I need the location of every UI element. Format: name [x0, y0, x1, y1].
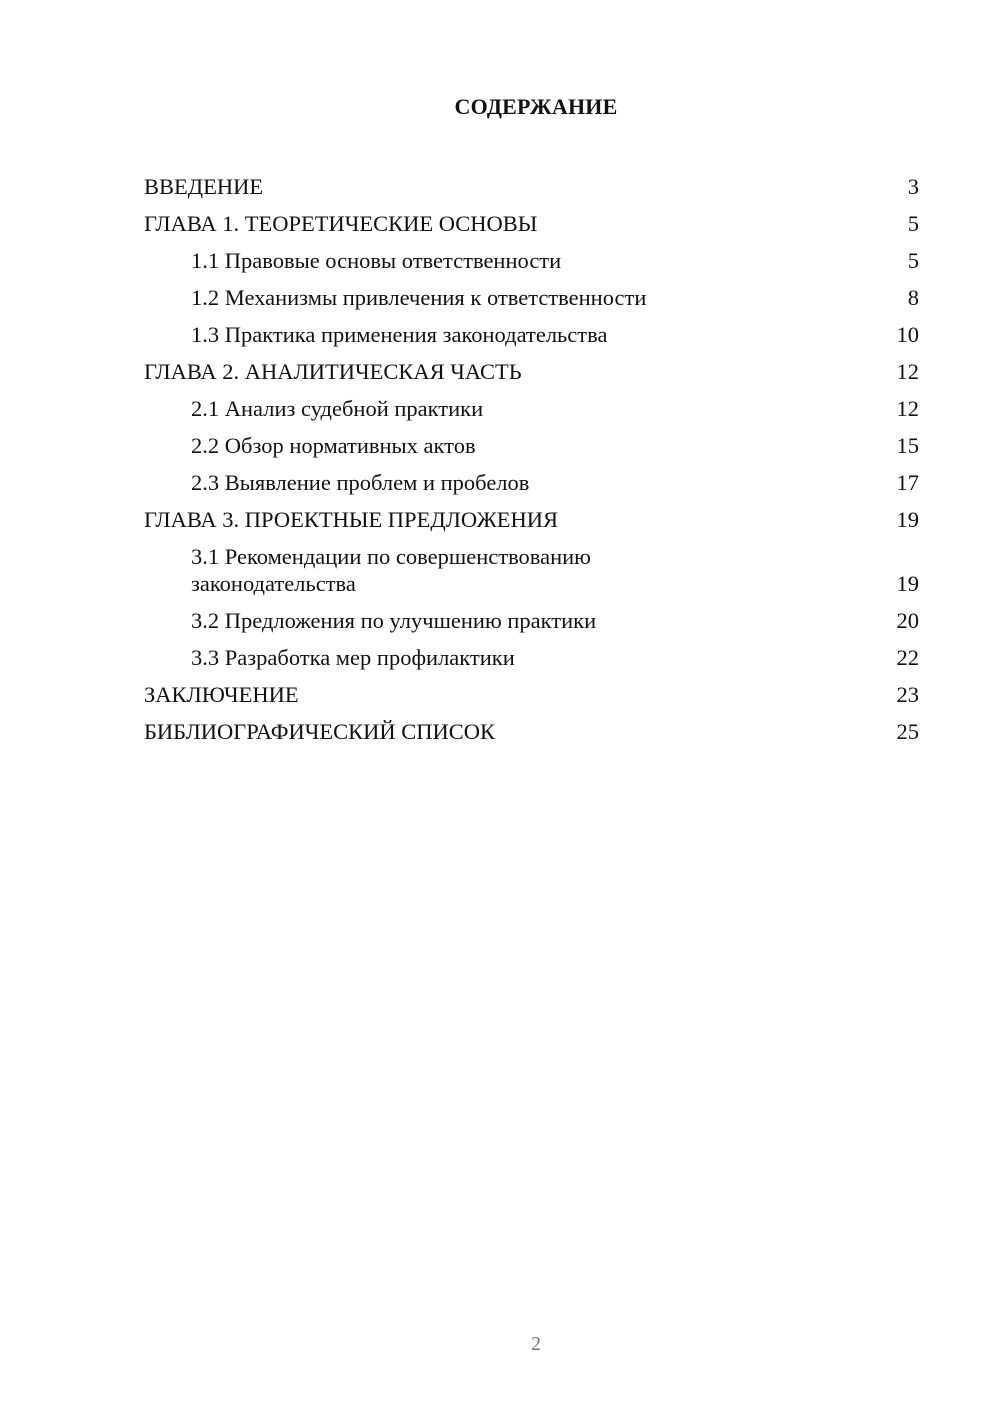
table-of-contents	[144, 168, 919, 750]
toc-entry-label: 1.3 Практика применения законодательства	[191, 322, 608, 347]
toc-entry-section-3-3[interactable]	[144, 639, 919, 676]
toc-entry-chapter-2[interactable]	[144, 353, 919, 390]
toc-entry-label: ГЛАВА 3. ПРОЕКТНЫЕ ПРЕДЛОЖЕНИЯ	[144, 507, 559, 532]
toc-entry-page: 5	[907, 248, 919, 273]
toc-entry-section-3-2[interactable]	[144, 602, 919, 639]
toc-entry-section-2-1[interactable]	[144, 390, 919, 427]
toc-entry-section-1-2[interactable]	[144, 279, 919, 316]
toc-entry-page: 17	[896, 470, 919, 495]
toc-entry-label: 3.3 Разработка мер профилактики	[191, 645, 515, 670]
toc-entry-label: 2.1 Анализ судебной практики	[191, 396, 484, 421]
toc-entry-label: ГЛАВА 1. ТЕОРЕТИЧЕСКИЕ ОСНОВЫ	[144, 211, 538, 236]
toc-entry-section-1-3[interactable]	[144, 316, 919, 353]
page-title: СОДЕРЖАНИЕ	[454, 94, 618, 119]
toc-entry-chapter-3[interactable]	[144, 501, 919, 538]
toc-entry-page: 15	[896, 433, 919, 458]
toc-entry-page: 3	[907, 174, 919, 199]
toc-entry-section-1-1[interactable]	[144, 242, 919, 279]
toc-entry-section-3-1[interactable]	[144, 538, 919, 602]
toc-entry-page: 5	[907, 211, 919, 236]
toc-entry-label: 3.2 Предложения по улучшению практики	[191, 608, 597, 633]
toc-entry-page: 22	[896, 645, 919, 670]
toc-entry-page: 19	[896, 507, 919, 532]
toc-entry-conclusion[interactable]	[144, 676, 919, 713]
toc-entry-bibliography[interactable]	[144, 713, 919, 750]
toc-entry-section-2-3[interactable]	[144, 464, 919, 501]
toc-entry-page: 19	[896, 571, 919, 596]
toc-entry-label: 1.1 Правовые основы ответственности	[191, 248, 562, 273]
toc-entry-page: 12	[896, 359, 919, 384]
toc-entry-page: 20	[896, 608, 919, 633]
toc-entry-page: 10	[896, 322, 919, 347]
toc-entry-label: 3.1 Рекомендации по совершенствованию законодательства	[191, 544, 591, 596]
toc-entry-page: 8	[907, 285, 919, 310]
toc-entry-section-2-2[interactable]	[144, 427, 919, 464]
toc-entry-page: 12	[896, 396, 919, 421]
toc-entry-page: 25	[896, 719, 919, 744]
toc-entry-label: ЗАКЛЮЧЕНИЕ	[144, 682, 299, 707]
toc-entry-introduction[interactable]	[144, 168, 919, 205]
toc-entry-chapter-1[interactable]	[144, 205, 919, 242]
toc-entry-label: БИБЛИОГРАФИЧЕСКИЙ СПИСОК	[144, 719, 496, 744]
toc-entry-label: ВВЕДЕНИЕ	[144, 174, 264, 199]
page-number: 2	[531, 1333, 541, 1355]
toc-entry-label: 2.3 Выявление проблем и пробелов	[191, 470, 530, 495]
toc-entry-page: 23	[896, 682, 919, 707]
toc-entry-label: ГЛАВА 2. АНАЛИТИЧЕСКАЯ ЧАСТЬ	[144, 359, 522, 384]
toc-entry-label: 2.2 Обзор нормативных актов	[191, 433, 476, 458]
toc-entry-label: 1.2 Механизмы привлечения к ответственности	[191, 285, 647, 310]
